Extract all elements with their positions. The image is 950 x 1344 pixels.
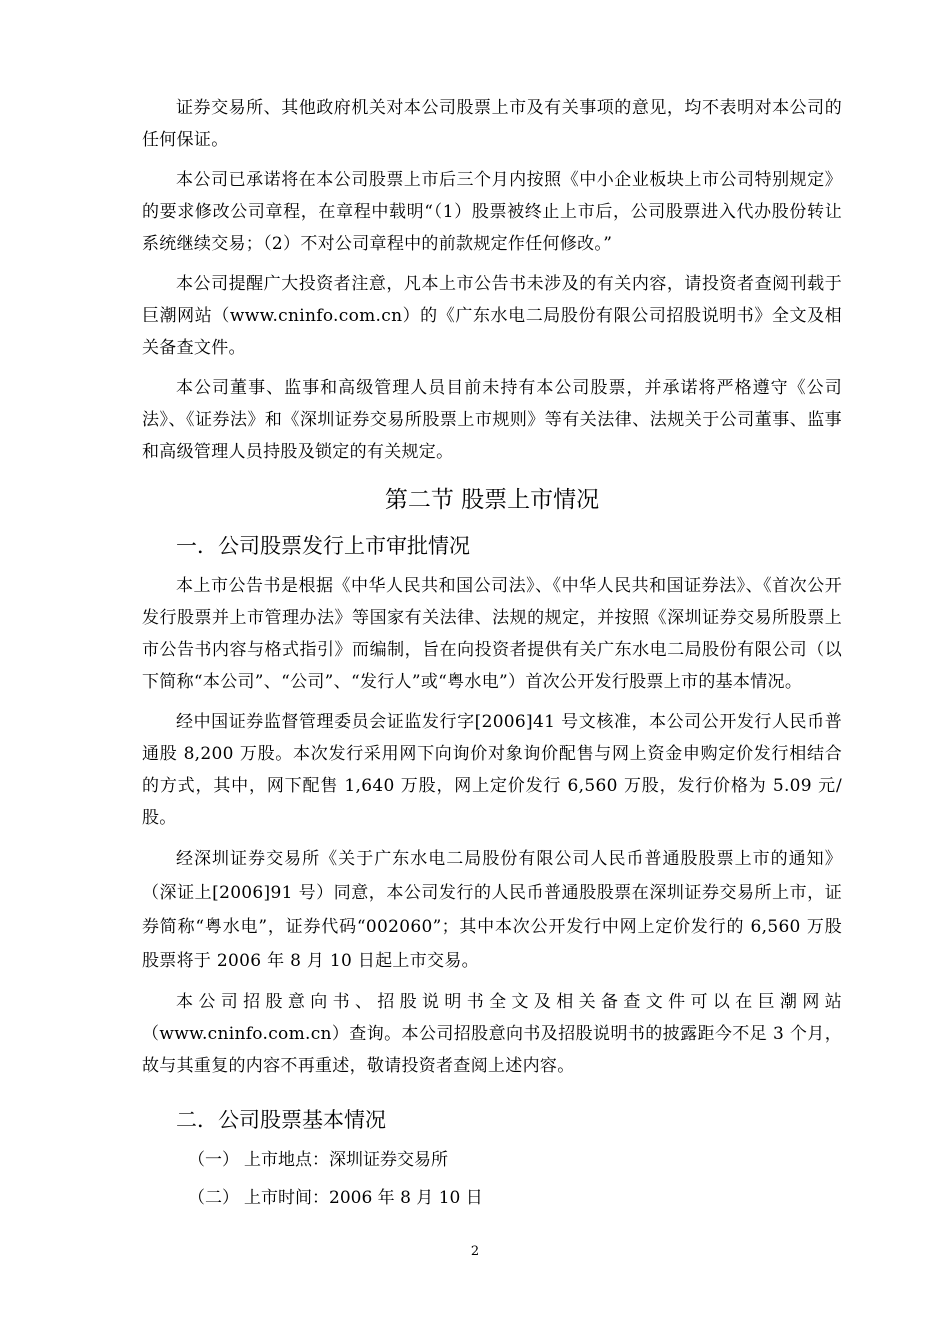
- document-page: [142, 92, 842, 1220]
- paragraph-listing-approval: 经深圳证券交易所《关于广东水电二局股份有限公司人民币普通股股票上市的通知》（深证上[2006]91 号）同意，本公司发行的人民币普通股股票在深圳证券交易所上市，证券简称“粤水电”，证券代码“002060”；其中本次公开发行中网上定价发行的 6,560 万股股票将于 2006 年 8 月 10 日起上市交易。: [142, 849, 842, 971]
- page-number: 2: [470, 1244, 480, 1259]
- list-item-number: （二）: [188, 1188, 239, 1208]
- list-item-number: （一）: [188, 1150, 239, 1170]
- list-item: [188, 1182, 842, 1214]
- list-item-text: 上市时间：2006 年 8 月 10 日: [244, 1188, 483, 1208]
- subsection-basic-info-title: 二．公司股票基本情况: [176, 1108, 386, 1132]
- section-title: 第二节 股票上市情况: [384, 487, 600, 513]
- list-item-text: 上市地点：深圳证券交易所: [244, 1150, 448, 1170]
- paragraph-articles-commitment: 本公司已承诺将在本公司股票上市后三个月内按照《中小企业板块上市公司特别规定》的要求修改公司章程，在章程中载明“（1）股票被终止上市后，公司股票进入代办股份转让系统继续交易；（2）不对公司章程中的前款规定作任何修改。”: [142, 170, 842, 254]
- paragraph-basis: 本上市公告书是根据《中华人民共和国公司法》、《中华人民共和国证券法》、《首次公开发行股票并上市管理办法》等国家有关法律、法规的规定，并按照《深圳证券交易所股票上市公告书内容与格式指引》而编制，旨在向投资者提供有关广东水电二局股份有限公司（以下简称“本公司”、“公司”、“发行人”或“粤水电”）首次公开发行股票上市的基本情况。: [142, 576, 842, 692]
- paragraph-directors-commitment: 本公司董事、监事和高级管理人员目前未持有本公司股票，并承诺将严格遵守《公司法》、《证券法》和《深圳证券交易所股票上市规则》等有关法律、法规关于公司董事、监事和高级管理人员持股及锁定的有关规定。: [142, 378, 842, 462]
- subsection-approval-title: 一．公司股票发行上市审批情况: [176, 534, 470, 558]
- paragraph-investor-reminder: 本公司提醒广大投资者注意，凡本上市公告书未涉及的有关内容，请投资者查阅刊载于巨潮网站（www.cninfo.com.cn）的《广东水电二局股份有限公司招股说明书》全文及相关备查文件。: [142, 274, 842, 358]
- paragraph-issuance: 经中国证券监督管理委员会证监发行字[2006]41 号文核准，本公司公开发行人民币普通股 8,200 万股。本次发行采用网下向询价对象询价配售与网上资金申购定价发行相结合的方式，其中，网下配售 1,640 万股，网上定价发行 6,560 万股，发行价格为 5.09 元/股。: [142, 712, 842, 828]
- paragraph-documents: 本公司招股意向书、招股说明书全文及相关备查文件可以在巨潮网站（www.cninfo.com.cn）查询。本公司招股意向书及招股说明书的披露距今不足 3 个月，故与其重复的内容不再重述，敬请投资者查阅上述内容。: [142, 992, 842, 1076]
- paragraph-guarantee: 证券交易所、其他政府机关对本公司股票上市及有关事项的意见，均不表明对本公司的任何保证。: [142, 98, 842, 150]
- list-item: [188, 1144, 842, 1176]
